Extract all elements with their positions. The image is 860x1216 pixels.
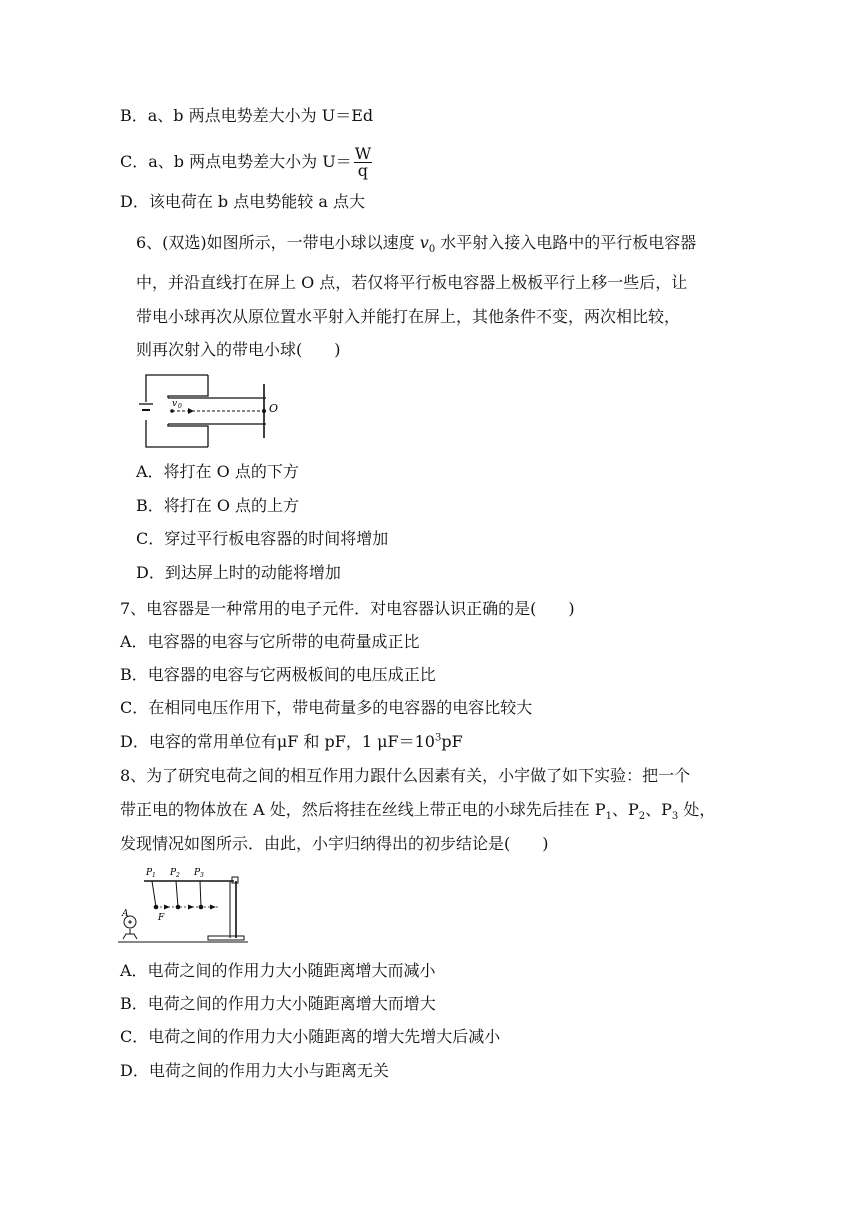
fig-label-v-sub: 0 bbox=[178, 403, 182, 410]
q6-option-c: C．穿过平行板电容器的时间将增加 bbox=[136, 529, 389, 548]
q8-stem-line-2 bbox=[120, 800, 716, 823]
velocity-symbol: v bbox=[419, 233, 429, 252]
exponent: 3 bbox=[434, 732, 442, 744]
fig-label-v: v bbox=[172, 399, 178, 409]
fraction-w-over-q bbox=[354, 146, 372, 179]
capacitor-circuit-figure bbox=[136, 372, 266, 450]
q8-stem-line-1: 8、为了研究电荷之间的相互作用力跟什么因素有关，小宇做了如下实验：把一个 bbox=[120, 766, 691, 785]
q7-option-d bbox=[120, 732, 463, 752]
q7-option-a: A．电容器的电容与它所带的电荷量成正比 bbox=[120, 632, 420, 651]
q7-option-c: C．在相同电压作用下，带电荷量多的电容器的电容比较大 bbox=[120, 698, 533, 717]
fraction-denominator: q bbox=[357, 161, 369, 180]
fig-label-p2: P bbox=[170, 868, 177, 878]
q5-option-c-text: C．a、b 两点电势差大小为 U＝ bbox=[120, 152, 352, 171]
q7-option-d-text-a: D．电容的常用单位有μF 和 pF，1 μF＝10 bbox=[120, 732, 435, 751]
q6-option-d: D．到达屏上时的动能将增加 bbox=[136, 563, 341, 582]
q6-stem-text-1b: 水平射入接入电路中的平行板电容器 bbox=[435, 233, 697, 252]
fig-label-o: O bbox=[269, 402, 279, 415]
q6-stem-line-1 bbox=[136, 233, 697, 256]
q5-option-c bbox=[120, 146, 372, 179]
fig-sub-3: 3 bbox=[200, 872, 204, 879]
q5-option-b: B．a、b 两点电势差大小为 U＝Ed bbox=[120, 106, 374, 125]
q5-option-d: D．该电荷在 b 点电势能较 a 点大 bbox=[120, 192, 365, 211]
q6-option-b: B．将打在 O 点的上方 bbox=[136, 496, 300, 515]
charge-pendulum-figure bbox=[118, 864, 248, 944]
q8-option-d: D．电荷之间的作用力大小与距离无关 bbox=[120, 1061, 389, 1080]
q6-stem-line-4: 则再次射入的带电小球( ) bbox=[136, 340, 341, 359]
q8-stem-text-2b: 处， bbox=[678, 800, 716, 819]
q7-option-d-text-b: pF bbox=[441, 732, 463, 751]
q8-stem-text-2a: 带正电的物体放在 A 处，然后将挂在丝线上带正电的小球先后挂在 P bbox=[120, 800, 606, 819]
q6-stem-text-1a: 6、(双选)如图所示，一带电小球以速度 bbox=[136, 233, 420, 252]
fig-label-p3: P bbox=[194, 868, 201, 878]
fig-label-p1: P bbox=[146, 868, 153, 878]
q6-option-a: A．将打在 O 点的下方 bbox=[136, 462, 299, 481]
q8-option-b: B．电荷之间的作用力大小随距离增大而增大 bbox=[120, 994, 436, 1013]
fig-sub-2: 2 bbox=[176, 872, 180, 879]
q8-option-a: A．电荷之间的作用力大小随距离增大而减小 bbox=[120, 961, 436, 980]
q7-stem: 7、电容器是一种常用的电子元件．对电容器认识正确的是( ) bbox=[120, 599, 575, 618]
fig-sub-1: 1 bbox=[152, 872, 156, 879]
fig-label-a: A bbox=[122, 909, 129, 919]
q8-stem-line-3: 发现情况如图所示．由此，小宇归纳得出的初步结论是( ) bbox=[120, 834, 549, 853]
q7-option-b: B．电容器的电容与它两极板间的电压成正比 bbox=[120, 665, 436, 684]
q6-stem-line-3: 带电小球再次从原位置水平射入并能打在屏上，其他条件不变，两次相比较， bbox=[136, 307, 681, 326]
screen-point-o-label bbox=[266, 400, 280, 416]
q6-stem-line-2: 中，并沿直线打在屏上 O 点，若仅将平行板电容器上极板平行上移一些后，让 bbox=[136, 273, 688, 292]
subscript-2: 2 bbox=[638, 811, 646, 823]
subscript-3: 3 bbox=[671, 811, 679, 823]
separator-p2: 、P bbox=[611, 800, 639, 819]
fraction-numerator: W bbox=[354, 144, 372, 163]
q8-option-c: C．电荷之间的作用力大小随距离的增大先增大后减小 bbox=[120, 1027, 501, 1046]
velocity-subscript: 0 bbox=[428, 244, 436, 256]
subscript-1: 1 bbox=[605, 811, 612, 823]
separator-p3: 、P bbox=[645, 800, 672, 819]
fig-label-f: F bbox=[158, 913, 165, 923]
